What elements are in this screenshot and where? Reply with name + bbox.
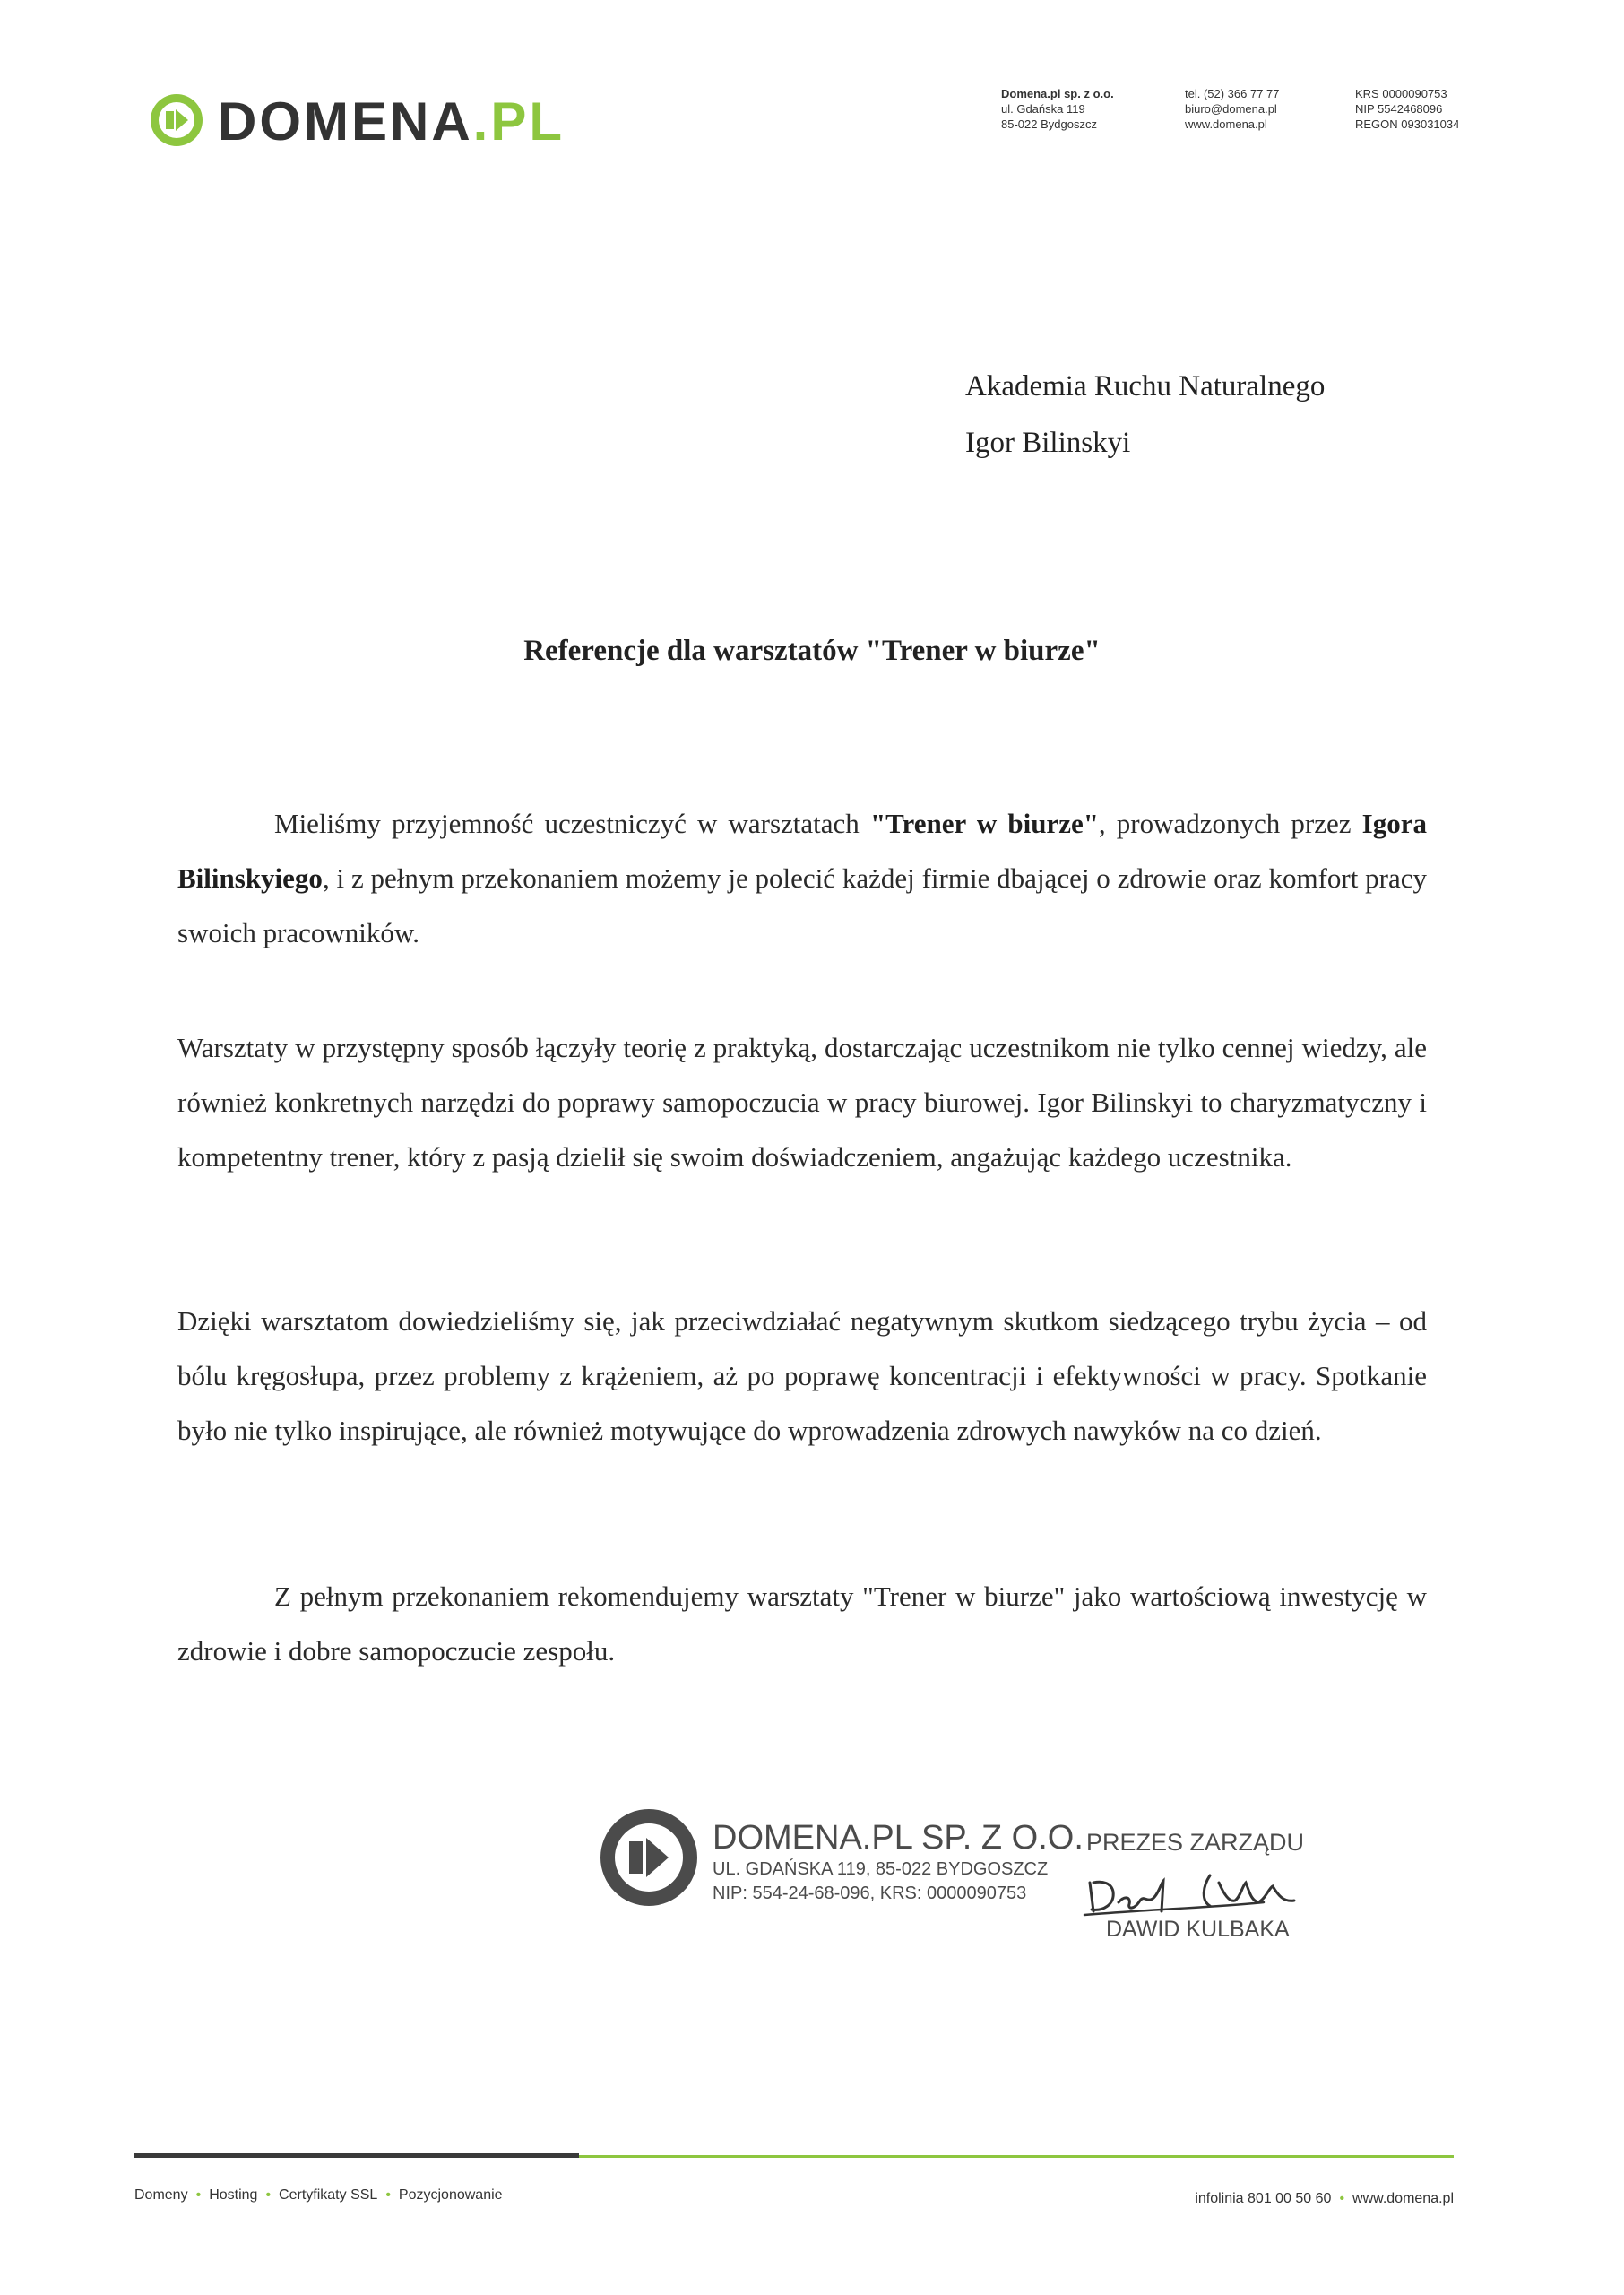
footer-bullet: • <box>385 2187 391 2203</box>
footer-infoline: infolinia 801 00 50 60 <box>1195 2191 1332 2206</box>
company-stamp <box>713 1818 1084 1906</box>
paragraph-4: Z pełnym przekonaniem rekomendujemy warsztaty "Trener w biurze" jako wartościową inwestycję w zdrowie i dobre samopoczucie zespołu. <box>177 1581 1427 1667</box>
paragraph-3: Dzięki warsztatom dowiedzieliśmy się, jak przeciwdziałać negatywnym skutkom siedzącego trybu życia – od bólu kręgosłupa, przez problemy z krążeniem, aż po poprawę koncentracji i efektywności w pracy. Spotkanie było nie tylko inspirujące, ale również motywujące do wprowadzenia zdrowych nawyków na co dzień. <box>177 1305 1427 1446</box>
paragraph-1-trainer-name: Igora Bilinskyiego <box>177 808 1427 894</box>
recipient-organization: Akademia Ruchu Naturalnego <box>965 370 1326 403</box>
header-website: www.domena.pl <box>1185 117 1267 131</box>
footer-bullet: • <box>1339 2191 1345 2206</box>
header-email: biuro@domena.pl <box>1185 102 1277 116</box>
header-registry-info <box>1355 86 1459 132</box>
footer-divider-green <box>579 2155 1454 2158</box>
footer-service-seo: Pozycjonowanie <box>398 2187 503 2203</box>
footer-service-domains: Domeny <box>134 2187 188 2203</box>
header-company-info <box>1001 86 1114 132</box>
footer-contact <box>1195 2191 1454 2207</box>
footer-website: www.domena.pl <box>1352 2191 1454 2206</box>
domena-logo <box>148 88 614 152</box>
header-company-name: Domena.pl sp. z o.o. <box>1001 87 1114 100</box>
header-contact-info <box>1185 86 1280 132</box>
footer-service-ssl: Certyfikaty SSL <box>279 2187 378 2203</box>
recipient-person: Igor Bilinskyi <box>965 427 1131 459</box>
recipient-block <box>965 359 1325 472</box>
handwritten-signature <box>1075 1856 1371 1936</box>
signature-role: PREZES ZARZĄDU <box>1086 1829 1305 1856</box>
footer-bullet: • <box>195 2187 202 2203</box>
paragraph-1-text-e: , i z pełnym przekonaniem możemy je polecić każdej firmie dbającej o zdrowie oraz komfort pracy swoich pracowników. <box>177 862 1427 948</box>
stamp-address: UL. GDAŃSKA 119, 85-022 BYDGOSZCZ <box>713 1859 1049 1879</box>
domena-logo-icon <box>151 94 203 146</box>
header-krs: KRS 0000090753 <box>1355 87 1447 100</box>
paragraph-1 <box>177 796 1427 960</box>
stamp-logo-icon <box>599 1807 699 1908</box>
domena-logo-text: DOMENA.PL <box>218 91 566 152</box>
paragraph-1-text-c: , prowadzonych przez <box>1098 808 1362 839</box>
header-company-street: ul. Gdańska 119 <box>1001 102 1085 116</box>
footer-divider-dark <box>134 2153 579 2158</box>
paragraph-1-text-a: Mieliśmy przyjemność uczestniczyć w warsztatach <box>274 808 870 839</box>
header-phone: tel. (52) 366 77 77 <box>1185 87 1280 100</box>
footer-services <box>134 2187 503 2204</box>
signature-block <box>1086 1829 1328 1942</box>
signature-name: DAWID KULBAKA <box>1106 1917 1290 1942</box>
header-nip: NIP 5542468096 <box>1355 102 1443 116</box>
stamp-company-name: DOMENA.PL SP. Z O.O. <box>713 1819 1084 1857</box>
stamp-ids: NIP: 554-24-68-096, KRS: 0000090753 <box>713 1884 1027 1903</box>
footer-service-hosting: Hosting <box>209 2187 258 2203</box>
header-company-city: 85-022 Bydgoszcz <box>1001 117 1097 131</box>
paragraph-1-workshop-name: "Trener w biurze" <box>869 808 1099 839</box>
footer-bullet: • <box>265 2187 272 2203</box>
paragraph-2: Warsztaty w przystępny sposób łączyły teorię z praktyką, dostarczając uczestnikom nie tylko cennej wiedzy, ale również konkretnych narzędzi do poprawy samopoczucia w pracy biurowej. Igor Bilinskyi to charyzmatyczny i kompetentny trener, który z pasją dzielił się swoim doświadczeniem, angażując każdego uczestnika. <box>177 1032 1427 1173</box>
header-regon: REGON 093031034 <box>1355 117 1460 131</box>
letter-title: Referencje dla warsztatów "Trener w biurze" <box>523 635 1101 667</box>
